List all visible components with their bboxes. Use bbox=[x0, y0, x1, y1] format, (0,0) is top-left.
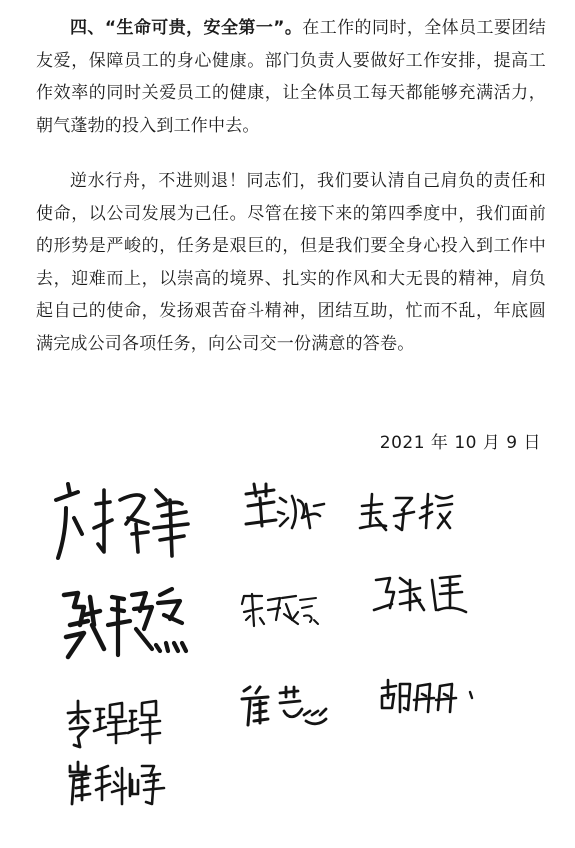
signature-4 bbox=[60, 585, 190, 669]
signature-9 bbox=[378, 678, 478, 722]
paragraph-safety bbox=[36, 12, 546, 142]
signature-2 bbox=[240, 480, 330, 539]
signature-6 bbox=[370, 570, 470, 624]
document-date: 2021 年 10 月 9 日 bbox=[379, 433, 541, 453]
signature-3 bbox=[356, 488, 456, 542]
signature-5 bbox=[240, 590, 320, 634]
signature-7 bbox=[64, 695, 164, 754]
paragraph-text: 在工作的同时，全体员工要团结友爱，保障员工的身心健康。部门负责人要做好工作安排，提高工作效率的同时关爱员工的健康，让全体员工每天都能够充满活力，朝气蓬勃的投入到工作中去。 bbox=[36, 18, 546, 136]
signature-1 bbox=[48, 478, 198, 572]
paragraph-closing bbox=[36, 165, 546, 360]
signature-10 bbox=[66, 760, 171, 814]
paragraph-lead: 四、“生命可贵，安全第一”。 bbox=[70, 18, 303, 38]
signature-8 bbox=[240, 685, 330, 734]
paragraph-text: 逆水行舟，不进则退！同志们，我们要认清自己肩负的责任和使命，以公司发展为己任。尽管在接下来的第四季度中，我们面前的形势是严峻的，任务是艰巨的，但是我们要全身心投入到工作中去，迎难而上，以崇高的境界、扎实的作风和大无畏的精神，肩负起自己的使命，发扬艰苦奋斗精神，团结互助，忙而不乱，年底圆满完成公司各项任务，向公司交一份满意的答卷。 bbox=[36, 171, 546, 354]
